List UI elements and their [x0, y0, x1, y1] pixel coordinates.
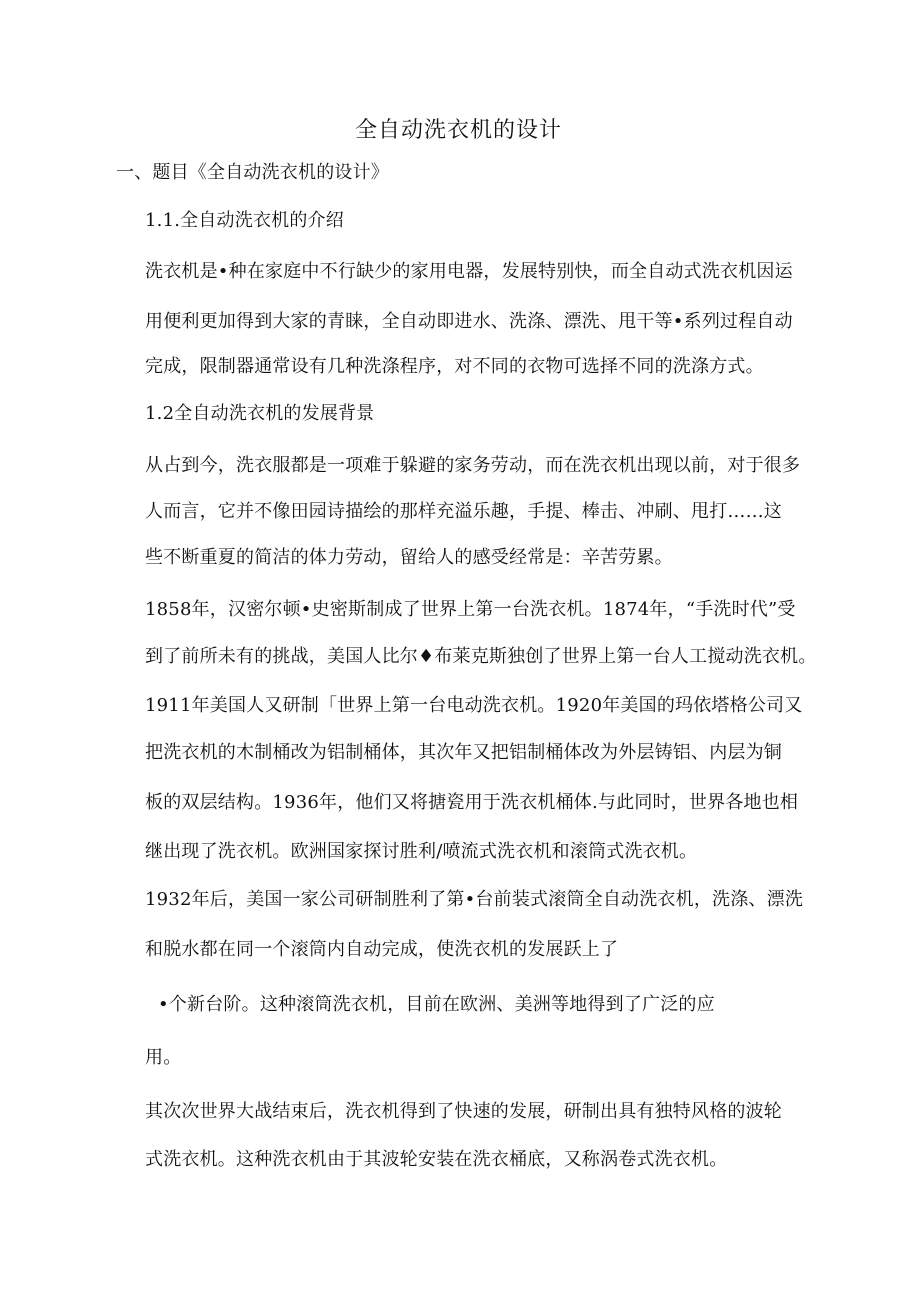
paragraph-line: 1932年后，美国一家公司研制胜利了第•台前装式滚筒全自动洗衣机，洗涤、漂洗 [145, 889, 804, 910]
paragraph-line: 继出现了洗衣机。欧洲国家探讨胜利/喷流式洗衣机和滚筒式洗衣机。 [145, 841, 698, 862]
document-title: 全自动洗衣机的设计 [355, 118, 563, 143]
paragraph-line: 和脱水都在同一个滚筒内自动完成，使洗衣机的发展跃上了 [145, 939, 619, 960]
paragraph-line: 到了前所未有的挑战，美国人比尔♦布莱克斯独创了世界上第一台人工搅动洗衣机。 [145, 646, 817, 667]
paragraph-line: 完成，限制器通常设有几种洗涤程序，对不同的衣物可选择不同的洗涤方式。 [145, 356, 764, 377]
paragraph-line: 用便利更加得到大家的青睐，全自动即进水、洗涤、漂洗、甩干等•系列过程自动 [145, 311, 793, 332]
subsection-heading-1-1: 1.1.全自动洗衣机的介绍 [145, 210, 344, 231]
paragraph-line: 其次次世界大战结束后，洗衣机得到了快速的发展，研制出具有独特风格的波轮 [145, 1101, 782, 1122]
paragraph-line: 些不断重夏的简洁的体力劳动，留给人的感受经常是：辛苦劳累。 [145, 547, 673, 568]
paragraph-line: 1858年，汉密尔顿•史密斯制成了世界上第一台洗衣机。1874年，“手洗时代”受 [145, 599, 796, 620]
paragraph-line: 把洗衣机的木制桶改为铝制桶体，其次年又把铝制桶体改为外层铸铝、内层为铜 [145, 742, 782, 763]
paragraph-line: 洗衣机是•种在家庭中不行缺少的家用电器，发展特别快，而全自动式洗衣机因运 [145, 261, 793, 282]
paragraph-line: 人而言，它并不像田园诗描绘的那样充溢乐趣，手提、棒击、冲刷、甩打……这 [145, 501, 782, 522]
paragraph-line: 用。 [145, 1047, 182, 1068]
paragraph-line: 式洗衣机。这种洗衣机由于其波轮安装在洗衣桶底，又称涡卷式洗衣机。 [145, 1149, 728, 1170]
subsection-heading-1-2: 1.2全自动洗衣机的发展背景 [145, 403, 375, 424]
paragraph-line: 板的双层结构。1936年，他们又将搪瓷用于洗衣机桶体.与此同时，世界各地也相 [145, 792, 799, 813]
paragraph-line: 1911年美国人又研制「世界上第一台电动洗衣机。1920年美国的玛依塔格公司又 [145, 695, 803, 716]
paragraph-line: 从占到今，洗衣服都是一项难于躲避的家务劳动，而在洗衣机出现以前，对于很多 [145, 455, 801, 476]
paragraph-line: •个新台阶。这种滚筒洗衣机，目前在欧洲、美洲等地得到了广泛的应 [158, 994, 715, 1015]
section-heading: 一、题目《全自动洗衣机的设计》 [116, 162, 389, 183]
